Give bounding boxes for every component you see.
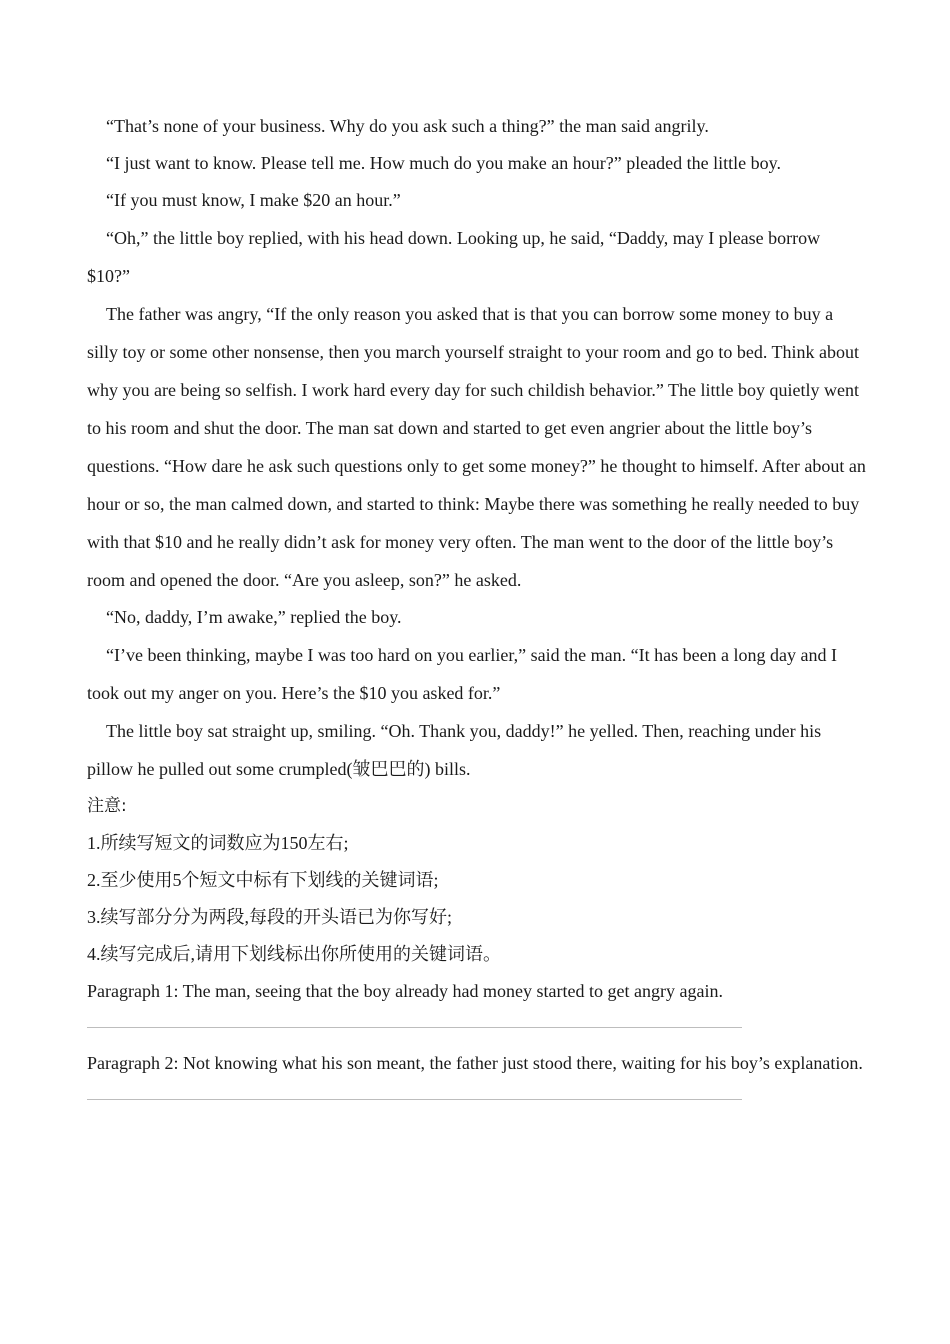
notes-heading: 注意: [87, 796, 127, 816]
story-paragraph: “Oh,” the little boy replied, with his head down. Looking up, he said, “Daddy, may I please borrow $10?” [87, 228, 821, 286]
note-item: 3.续写部分分为两段,每段的开头语已为你写好; [87, 907, 452, 927]
answer-rule [87, 1027, 742, 1028]
document-page [87, 108, 867, 1116]
story-paragraph: The father was angry, “If the only reason you asked that is that you can borrow some money to buy a silly toy or some other nonsense, then you march yourself straight to your room and go to bed. Think about why you are being so selfish. I work hard every day for such childish behavior.” The little boy quietly went to his room and shut the door. The man sat down and started to get even angrier about the little boy’s questions. “How dare he ask such questions only to get some money?” he thought to himself. After about an hour or so, the man calmed down, and started to think: Maybe there was something he really needed to buy with that $10 and he really didn’t ask for money very often. The man went to the door of the little boy’s room and opened the door. “Are you asleep, son?” he asked. [87, 304, 866, 590]
answer-line-1[interactable] [87, 1010, 867, 1044]
story-paragraph: “I just want to know. Please tell me. How much do you make an hour?” pleaded the little boy. [106, 153, 781, 173]
answer-line-2[interactable] [87, 1082, 867, 1116]
story-paragraph: The little boy sat straight up, smiling. “Oh. Thank you, daddy!” he yelled. Then, reaching under his pillow he pulled out some crumpled(皱巴巴的) bills. [87, 721, 822, 779]
paragraph-1-prompt: Paragraph 1: The man, seeing that the boy already had money started to get angry again. [87, 981, 723, 1001]
story-paragraph: “No, daddy, I’m awake,” replied the boy. [106, 607, 402, 627]
story-paragraph: “I’ve been thinking, maybe I was too hard on you earlier,” said the man. “It has been a long day and I took out my anger on you. Here’s the $10 you asked for.” [87, 645, 838, 703]
story-paragraph: “If you must know, I make $20 an hour.” [106, 190, 401, 210]
paragraph-2-prompt: Paragraph 2: Not knowing what his son meant, the father just stood there, waiting for his boy’s explanation. [87, 1053, 863, 1073]
answer-rule [87, 1099, 742, 1100]
note-item: 2.至少使用5个短文中标有下划线的关键词语; [87, 870, 439, 890]
note-item: 1.所续写短文的词数应为150左右; [87, 833, 349, 853]
story-paragraph: “That’s none of your business. Why do you ask such a thing?” the man said angrily. [106, 116, 709, 136]
note-item: 4.续写完成后,请用下划线标出你所使用的关键词语。 [87, 944, 501, 964]
